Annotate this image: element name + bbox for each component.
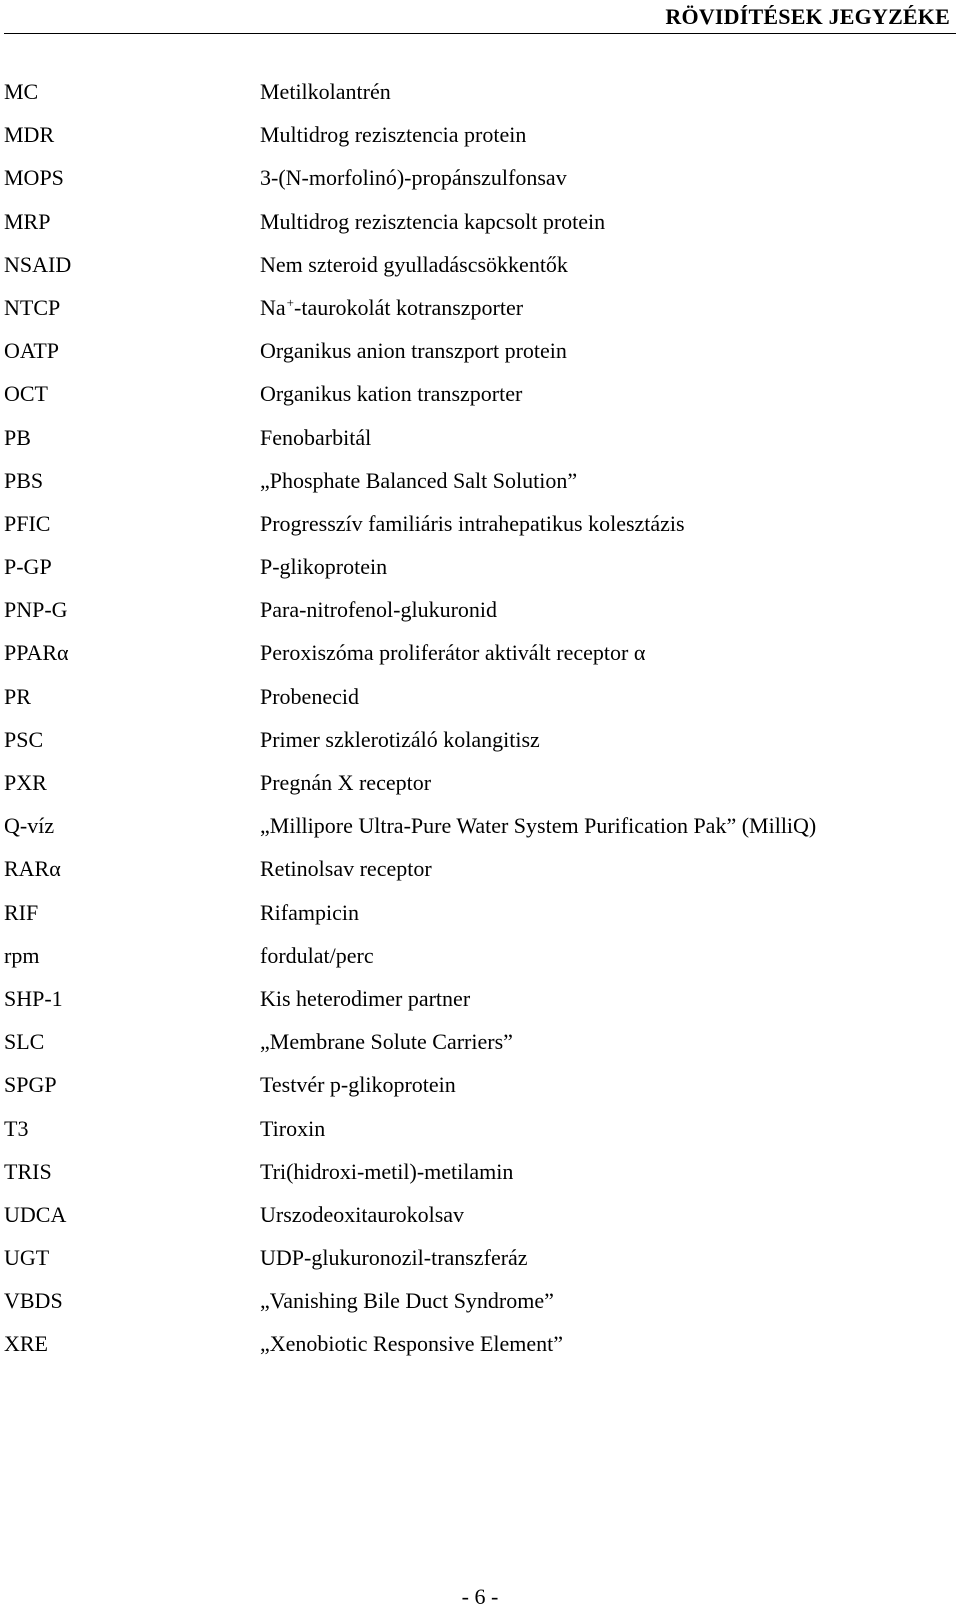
abbreviation-row — [4, 631, 954, 674]
definition-superscript: + — [286, 294, 294, 310]
abbreviation-definition: Multidrog rezisztencia kapcsolt protein — [260, 208, 606, 234]
abbreviation-row — [4, 1279, 954, 1322]
abbreviation-definition: „Membrane Solute Carriers” — [260, 1029, 513, 1055]
abbreviation-term: RARα — [4, 856, 61, 882]
abbreviation-definition: Organikus kation transzporter — [260, 381, 523, 407]
abbreviation-term: SLC — [4, 1029, 45, 1055]
abbreviation-row — [4, 761, 954, 804]
abbreviation-definition: Peroxiszóma proliferátor aktivált receptor α — [260, 640, 646, 666]
abbreviation-row — [4, 545, 954, 588]
abbreviation-row — [4, 372, 954, 415]
abbreviation-row — [4, 847, 954, 890]
abbreviation-definition: Organikus anion transzport protein — [260, 338, 567, 364]
abbreviation-row — [4, 588, 954, 631]
abbreviation-row — [4, 1236, 954, 1279]
abbreviation-row — [4, 718, 954, 761]
abbreviation-term: MRP — [4, 208, 51, 234]
abbreviation-term: rpm — [4, 942, 40, 968]
abbreviation-term: PNP-G — [4, 597, 68, 623]
abbreviation-definition: Metilkolantrén — [260, 79, 391, 104]
abbreviation-row — [4, 502, 954, 545]
definition-prefix: Na — [260, 294, 286, 320]
abbreviation-term: PXR — [4, 770, 47, 795]
abbreviation-row — [4, 416, 954, 459]
abbreviation-term: PSC — [4, 726, 44, 752]
abbreviation-row — [4, 329, 954, 372]
abbreviation-row — [4, 1020, 954, 1063]
abbreviation-definition: Nem szteroid gyulladáscsökkentők — [260, 251, 568, 277]
abbreviation-definition — [260, 286, 954, 329]
abbreviation-term: Q-víz — [4, 813, 55, 839]
abbreviation-definition: Tiroxin — [260, 1115, 326, 1141]
abbreviation-row — [4, 200, 954, 243]
abbreviation-definition: „Vanishing Bile Duct Syndrome” — [260, 1288, 554, 1314]
running-header-title: RÖVIDÍTÉSEK JEGYZÉKE — [665, 4, 950, 29]
abbreviation-row — [4, 934, 954, 977]
abbreviation-definition: 3-(N-morfolinó)-propánszulfonsav — [260, 165, 567, 191]
abbreviation-row — [4, 1150, 954, 1193]
header-rule — [4, 33, 956, 34]
abbreviation-term: XRE — [4, 1331, 48, 1357]
abbreviation-term: VBDS — [4, 1288, 63, 1314]
abbreviation-term: SPGP — [4, 1072, 57, 1098]
abbreviation-row — [4, 113, 954, 156]
abbreviation-term: PPARα — [4, 640, 69, 666]
abbreviation-definition: P-glikoprotein — [260, 554, 388, 580]
abbreviation-definition: Probenecid — [260, 683, 359, 709]
abbreviation-term: SHP-1 — [4, 985, 63, 1011]
abbreviation-definition: Fenobarbitál — [260, 424, 372, 450]
abbreviation-definition: „Millipore Ultra-Pure Water System Purification Pak” (MilliQ) — [260, 813, 817, 839]
abbreviation-term: RIF — [4, 899, 39, 925]
abbreviation-definition: Retinolsav receptor — [260, 856, 432, 882]
abbreviation-definition: UDP-glukuronozil-transzferáz — [260, 1245, 528, 1271]
abbreviation-term: NSAID — [4, 251, 72, 277]
abbreviation-definition: Progresszív familiáris intrahepatikus kolesztázis — [260, 510, 685, 536]
abbreviation-definition: Testvér p-glikoprotein — [260, 1072, 456, 1098]
abbreviation-definition: „Phosphate Balanced Salt Solution” — [260, 467, 578, 493]
abbreviation-row — [4, 243, 954, 286]
abbreviation-row — [4, 1193, 954, 1236]
abbreviation-row — [4, 459, 954, 502]
abbreviation-term: T3 — [4, 1115, 29, 1141]
abbreviation-definition: Para-nitrofenol-glukuronid — [260, 597, 498, 623]
abbreviation-definition: fordulat/perc — [260, 942, 374, 968]
abbreviation-term: PB — [4, 424, 31, 450]
abbreviation-term: MOPS — [4, 165, 64, 191]
abbreviation-term: MDR — [4, 122, 55, 148]
page-number: - 6 - — [461, 1584, 499, 1609]
abbreviation-list — [4, 70, 954, 1366]
abbreviation-row — [4, 804, 954, 847]
abbreviation-term: UDCA — [4, 1201, 67, 1227]
abbreviation-term: UGT — [4, 1245, 50, 1271]
abbreviation-definition: Rifampicin — [260, 899, 359, 925]
abbreviation-term: PR — [4, 683, 31, 709]
abbreviation-row — [4, 891, 954, 934]
abbreviation-row — [4, 675, 954, 718]
abbreviation-term: P-GP — [4, 554, 52, 580]
abbreviation-term: NTCP — [4, 294, 61, 320]
abbreviation-row — [4, 1107, 954, 1150]
abbreviation-term: OCT — [4, 381, 48, 407]
abbreviation-definition: Primer szklerotizáló kolangitisz — [260, 726, 540, 752]
abbreviation-term: MC — [4, 79, 39, 104]
abbreviation-row — [4, 1063, 954, 1106]
abbreviation-row — [4, 1322, 954, 1365]
abbreviation-definition: Pregnán X receptor — [260, 770, 432, 795]
abbreviation-term: TRIS — [4, 1158, 52, 1184]
abbreviation-definition: Urszodeoxitaurokolsav — [260, 1201, 465, 1227]
abbreviation-definition: Multidrog rezisztencia protein — [260, 122, 527, 148]
abbreviation-definition: Kis heterodimer partner — [260, 985, 471, 1011]
abbreviation-row — [4, 977, 954, 1020]
abbreviation-definition: Tri(hidroxi-metil)-metilamin — [260, 1158, 514, 1184]
definition-suffix: -taurokolát kotranszporter — [294, 294, 524, 320]
abbreviation-term: PFIC — [4, 510, 51, 536]
abbreviation-row — [4, 70, 954, 113]
abbreviation-term: OATP — [4, 338, 60, 364]
abbreviation-definition: „Xenobiotic Responsive Element” — [260, 1331, 564, 1357]
abbreviation-term: PBS — [4, 467, 44, 493]
abbreviation-row — [4, 156, 954, 199]
abbreviation-row — [4, 286, 954, 329]
